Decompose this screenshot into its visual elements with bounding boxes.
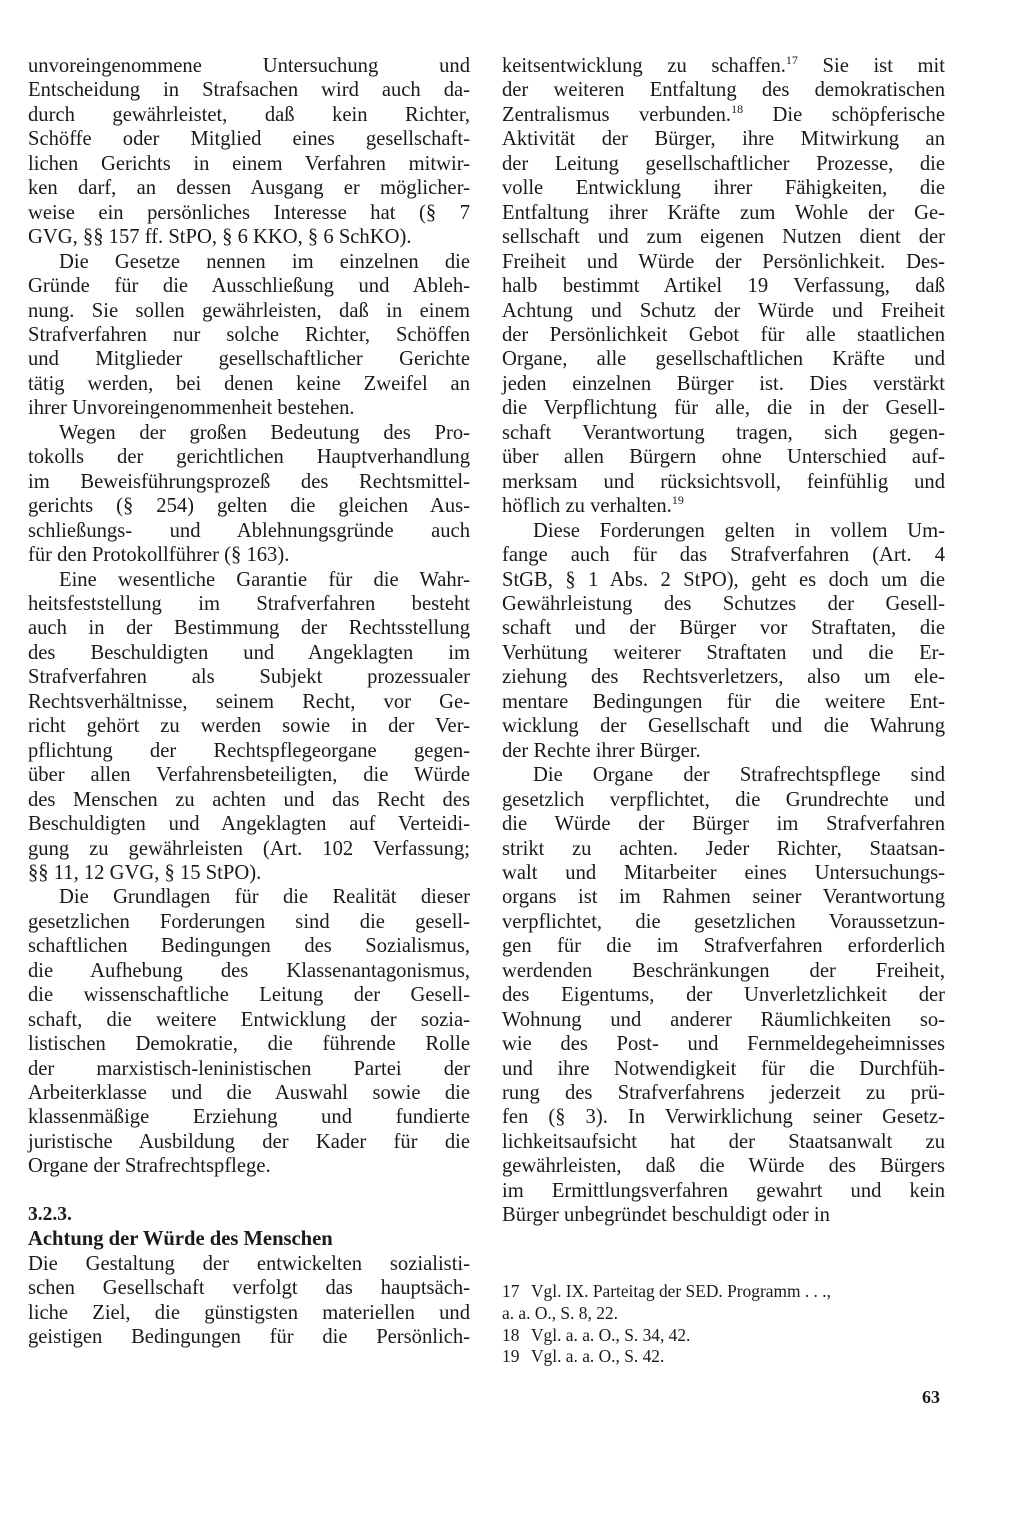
text-line: ken darf, an dessen Ausgang er möglicher- [28,177,470,200]
line-text: keitsentwicklung zu schaffen. [502,55,786,77]
text-line: schaft, die weitere Entwicklung der sozia- [28,1008,470,1031]
right-column [502,54,945,1228]
text-line: gewährleisten, daß die Würde des Bürgers [502,1155,945,1178]
text-line: Eine wesentliche Garantie für die Wahr- [59,568,470,591]
line-text: Aktivität der Bürger, ihre Mitwirkung an [502,128,945,151]
text-line [502,396,945,420]
text-line: fange auch für das Strafverfahren (Art. 4 [502,544,945,567]
text-line [502,494,945,518]
text-line [502,421,945,445]
text-line: Entscheidung in Strafsachen wird auch da- [28,79,470,102]
text-line: ziehung des Rechtsverletzers, also um ele- [502,666,945,689]
text-line: pflichtung der Rechtspflegeorgane gegen- [28,739,470,762]
footnote-ref: 18 [731,101,744,116]
text-line: fen (§ 3). In Verwirklichung seiner Gesetz- [502,1106,945,1129]
text-line: Rechtsverhältnisse, seinem Recht, vor Ge- [28,690,470,713]
text-line [502,274,945,298]
paragraph [28,54,470,250]
text-line [502,347,945,371]
continuation-paragraph [502,54,945,519]
text-line: werdenden Beschränkungen der Freiheit, [502,959,945,982]
text-line [502,470,945,494]
text-line: liche Ziel, die günstigsten materiellen und [28,1301,470,1324]
page-number: 63 [922,1387,940,1407]
footnote-ref: 19 [671,493,684,508]
text-line: und ihre Notwendigkeit für die Durchfüh- [502,1057,945,1080]
text-line: Wegen der großen Bedeutung des Pro- [59,421,470,444]
line-text: Achtung und Schutz der Würde und Freiheit [502,299,945,322]
text-line: die Würde der Bürger im Strafverfahren [502,813,945,836]
paragraph [502,763,945,1228]
text-line: auch in der Bestimmung der Rechtsstellung [28,617,470,640]
text-line: gung zu gewährleisten (Art. 102 Verfassung; [28,837,470,860]
line-text: Zentralismus verbunden. [502,103,732,126]
line-text: der Leitung gesellschaftlicher Prozesse, die [502,152,945,175]
text-line: strikt zu achten. Jeder Richter, Staatsan- [502,837,945,860]
left-column [28,54,470,1350]
text-line: gerichts (§ 254) gelten die gleichen Aus- [28,495,470,518]
text-line: schaft und der Bürger vor Straftaten, die [502,617,945,640]
text-line: Bürger unbegründet beschuldigt oder in [502,1204,830,1227]
section-paragraph [28,1252,470,1350]
footnote-ref: 17 [785,53,798,67]
text-line: §§ 11, 12 GVG, § 15 StPO). [28,861,262,884]
text-line: Organe der Strafrechtspflege. [28,1155,271,1178]
text-line: wie des Post- und Fernmeldegeheimnisses [502,1033,945,1056]
line-text: Organe, alle gesellschaftlichen Kräfte und [502,348,945,371]
text-line: Die Gesetze nennen im einzelnen die [59,250,470,273]
text-line [502,103,945,127]
text-line: geistigen Bedingungen für die Persönlich- [28,1326,470,1349]
text-line: Gewährleistung des Schutzes der Gesell- [502,592,945,615]
text-line: organs ist im Rahmen seiner Verantwortung [502,886,945,909]
text-line: im Ermittlungsverfahren gewahrt und kein [502,1179,945,1202]
text-line: StGB, § 1 Abs. 2 StPO), geht es doch um die [502,568,945,591]
text-line: für den Protokollführer (§ 163). [28,544,290,567]
line-text: schaft Verantwortung tragen, sich gegen- [502,421,945,444]
text-line [502,127,945,151]
text-line: gen für die im Strafverfahren erforderlich [502,935,945,958]
paragraph [28,421,470,568]
text-line: und Mitglieder gesellschaftlicher Gerichte [28,348,470,371]
text-line: wicklung der Gesellschaft und die Wahrung [502,715,945,738]
text-line [502,201,945,225]
paragraph [28,568,470,886]
text-line: verpflichtet, die gesetzlichen Voraussetzun- [502,910,945,933]
text-line: Wohnung und anderer Räumlichkeiten so- [502,1008,945,1031]
line-text: jeden einzelnen Bürger ist. Dies verstärkt [502,372,945,395]
footnote [502,1281,952,1303]
text-line: im Beweisführungsprozeß des Rechtsmittel- [28,470,470,493]
text-line: Beschuldigten und Angeklagten auf Verteidi- [28,813,470,836]
footnote [502,1303,952,1325]
text-line: schaftlichen Bedingungen des Sozialismus, [28,935,470,958]
text-line: der Rechte ihrer Bürger. [502,739,701,762]
footnote-text: Vgl. IX. Parteitag der SED. Programm . . ., [531,1281,831,1301]
text-line [502,250,945,274]
text-line: nung. Sie sollen gewährleisten, daß in einem [28,299,470,322]
footnote-number: 17 [502,1281,520,1301]
text-line: lichen Gerichts in einem Verfahren mitwir- [28,152,470,175]
text-line: des Menschen zu achten und das Recht des [28,788,470,811]
section-title: Achtung der Würde des Menschen [28,1228,333,1251]
text-line: Die Organe der Strafrechtspflege sind [533,764,945,787]
text-line [502,372,945,396]
text-line: über allen Verfahrensbeteiligten, die Würde [28,764,470,787]
text-line: weise ein persönliches Interesse hat (§ 7 [28,201,470,224]
text-line: heitsfeststellung im Strafverfahren besteht [28,592,470,615]
text-line: Strafverfahren nur solche Richter, Schöffen [28,323,470,346]
line-text: sellschaft und zum eigenen Nutzen dient der [502,226,945,249]
text-line: tätig werden, bei denen keine Zweifel an [28,372,470,395]
text-line: mentare Bedingungen für die weitere Ent- [502,690,945,713]
text-line: gesetzlich verpflichtet, die Grundrechte und [502,788,945,811]
line-text: der Persönlichkeit Gebot für alle staatlichen [502,323,945,346]
line-text: über allen Bürgern ohne Unterschied auf- [502,446,945,469]
text-line: die Aufhebung des Klassenantagonismus, [28,959,470,982]
line-text: höflich zu verhalten. [502,495,672,518]
footnote-text: Vgl. a. a. O., S. 34, 42. [531,1324,691,1345]
text-line: Strafverfahren als Subjekt prozessualer [28,666,470,689]
footnote-number: 18 [502,1324,520,1345]
text-line: Arbeiterklasse und die Auswahl sowie die [28,1082,470,1105]
text-line: die wissenschaftliche Leitung der Gesell- [28,984,470,1007]
footnote [502,1346,952,1368]
text-line: richt gehört zu werden sowie in der Ver- [28,715,470,738]
text-line [502,225,945,249]
footnote-number: 19 [502,1346,520,1367]
footnotes [502,1281,952,1368]
text-line: rung des Strafverfahrens jederzeit zu prü- [502,1082,945,1105]
text-line [502,299,945,323]
text-line: lichkeitsaufsicht hat der Staatsanwalt zu [502,1130,945,1153]
line-text-after: Die schöpferische [743,103,945,126]
line-text: Freiheit und Würde der Persönlichkeit. Des- [502,250,945,273]
text-line: schen Gesellschaft verfolgt das hauptsäch- [28,1277,470,1300]
text-line: des Eigentums, der Unverletzlichkeit der [502,984,945,1007]
paragraph [502,519,945,764]
text-line: Schöffe oder Mitglied eines gesellschaft- [28,128,470,151]
text-line: schließungs- und Ablehnungsgründe auch [28,519,470,542]
text-line [502,78,945,102]
footnote-text: a. a. O., S. 8, 22. [502,1302,618,1323]
paragraph [28,250,470,421]
text-line: unvoreingenommene Untersuchung und [28,55,470,77]
text-line: der marxistisch-leninistischen Partei der [28,1057,470,1080]
text-line: Die Gestaltung der entwickelten sozialisti- [28,1252,470,1275]
line-text: die Verpflichtung für alle, die in der Gesell- [502,397,945,420]
text-line: Die Grundlagen für die Realität dieser [59,886,470,909]
line-text: Entfaltung ihrer Kräfte zum Wohle der Ge- [502,201,945,224]
text-line: Diese Forderungen gelten in vollem Um- [533,519,945,542]
text-line [502,54,945,78]
text-line: Verhütung weiterer Straftaten und die Er- [502,641,945,664]
text-line: durch gewährleistet, daß kein Richter, [28,103,470,126]
text-line [502,445,945,469]
footnote-text: Vgl. a. a. O., S. 42. [531,1346,665,1367]
line-text-after: Sie ist mit [797,55,946,77]
text-line: Gründe für die Ausschließung und Ableh- [28,275,470,298]
text-line: klassenmäßige Erziehung und fundierte [28,1106,470,1129]
line-text: halb bestimmt Artikel 19 Verfassung, daß [502,275,945,298]
line-text: der weiteren Entfaltung des demokratischen [502,79,945,102]
text-line: tokolls der gerichtlichen Hauptverhandlung [28,446,470,469]
text-line: walt und Mitarbeiter eines Untersuchungs- [502,861,945,884]
text-line: listischen Demokratie, die führende Rolle [28,1033,470,1056]
text-line [502,323,945,347]
text-line: gesetzlichen Forderungen sind die gesell- [28,910,470,933]
footnote [502,1325,952,1347]
text-line: des Beschuldigten und Angeklagten im [28,641,470,664]
line-text: volle Entwicklung ihrer Fähigkeiten, die [502,177,945,200]
paragraph [28,885,470,1178]
text-line: GVG, §§ 157 ff. StPO, § 6 KKO, § 6 SchKO). [28,226,412,249]
section-number: 3.2.3. [28,1203,72,1225]
text-line [502,176,945,200]
text-line: ihrer Unvoreingenommenheit bestehen. [28,397,355,420]
text-line: juristische Ausbildung der Kader für die [28,1130,470,1153]
text-line [502,152,945,176]
line-text: merksam und rücksichtsvoll, feinfühlig und [502,470,945,493]
